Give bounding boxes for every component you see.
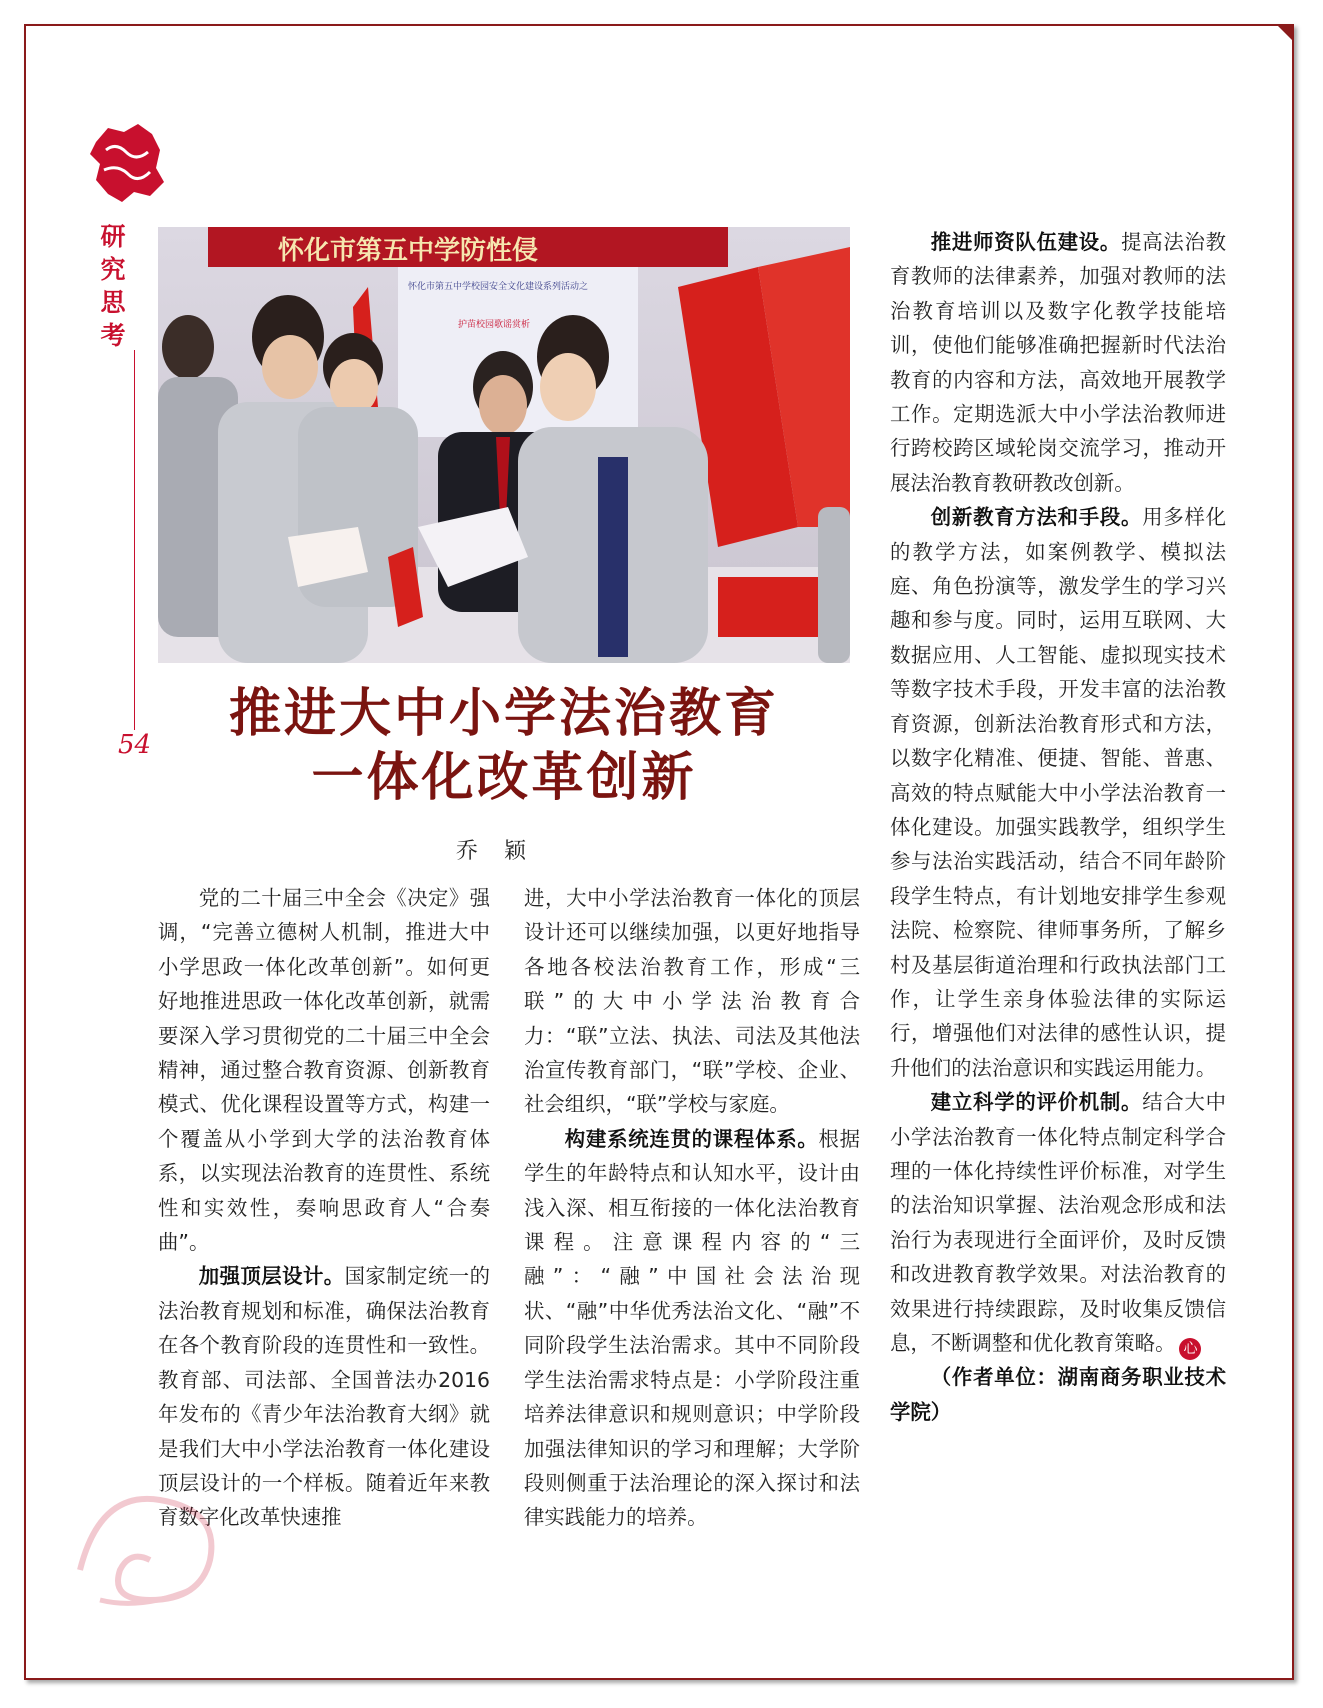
paragraph-heading: 创新教育方法和手段。 [930,505,1143,530]
paragraph-heading: 建立科学的评价机制。 [930,1090,1143,1115]
article-author: 乔颖 [455,839,552,864]
paragraph: 进，大中小学法治教育一体化的顶层设计还可以继续加强，以更好地指导各地各校法治教育工作，形成“三联”的大中小学法治教育合力：“联”立法、执法、司法及其他法治宣传教育部门，“联”学校、企业、社会组织，“联”学校与家庭。 [524,886,860,1117]
article-column-1 [158,881,490,1535]
paragraph: 创新教育方法和手段。用多样化的教学方法，如案例教学、模拟法庭、角色扮演等，激发学生的学习兴趣和参与度。同时，运用互联网、大数据应用、人工智能、虚拟现实技术等数字技术手段，开发丰富的法治教育资源，创新法治教育形式和方法，以数字化精准、便捷、智能、普惠、高效的特点赋能大中小学法治教育一体化建设。加强实践教学，组织学生参与法治实践活动，结合不同年龄阶段学生特点，有计划地安排学生参观法院、检察院、律师事务所，了解乡村及基层街道治理和行政执法部门工作，让学生亲身体验法律的实际运行，增强他们对法律的感性认识，提升他们的法治意识和实践运用能力。 [890,505,1227,1080]
title-line-2: 一体化改革创新 [311,747,697,808]
article-column-3 [890,225,1226,1429]
author-affiliation: （作者单位：湖南商务职业技术学院） [890,1365,1226,1424]
section-label: 研究思考 [100,222,126,350]
paragraph-heading: 构建系统连贯的课程体系。 [564,1126,819,1151]
photo-screen-subtitle: 护苗校园歌谣赏析 [458,320,531,330]
article-column-2 [524,881,860,1535]
magazine-logo [86,120,168,206]
paragraph: 建立科学的评价机制。结合大中小学法治教育一体化特点制定科学合理的一体化持续性评价标准，对学生的法治知识掌握、法治观念形成和法治行为表现进行全面评价，及时反馈和改进教育教学效果。对法治教育的效果进行持续跟踪，及时收集反馈信息，不断调整和优化教育策略。 心 [890,1085,1226,1360]
watermark-decoration [60,1450,240,1620]
paragraph-heading: 加强顶层设计。 [198,1264,345,1289]
corner-decoration [1276,24,1294,42]
paragraph: 推进师资队伍建设。提高法治教育教师的法律素养，加强对教师的法治教育培训以及数字化教学技能培训，使他们能够准确把握新时代法治教育的内容和方法，高效地开展教学工作。定期选派大中小学法治教师进行跨校跨区域轮岗交流学习，推动开展法治教育教研教改创新。 [890,230,1227,495]
paragraph: 构建系统连贯的课程体系。根据学生的年龄特点和认知水平，设计由浅入深、相互衔接的一体化法治教育课程。注意课程内容的“三融”：“融”中国社会法治现状、“融”中华优秀法治文化、“融”不同阶段学生法治需求。其中不同阶段学生法治需求特点是：小学阶段注重培养法律意识和规则意识；中学阶段加强法律知识的学习和理解；大学阶段则侧重于法治理论的深入探讨和法律实践能力的培养。 [524,1126,860,1530]
photo-screen-title: 怀化市第五中学校园安全文化建设系列活动之 [408,282,589,292]
title-line-1: 推进大中小学法治教育 [228,683,779,744]
end-mark-icon: 心 [1179,1338,1201,1360]
sidebar-divider [134,350,135,730]
article-title [158,682,850,810]
page-number: 54 [118,730,152,760]
paragraph: 加强顶层设计。国家制定统一的法治教育规划和标准，确保法治教育在各个教育阶段的连贯性和一致性。教育部、司法部、全国普法办2016年发布的《青少年法治教育大纲》就是我们大中小学法治教育一体化建设顶层设计的一个样板。随着近年来教育数字化改革快速推 [158,1264,491,1530]
paragraph-heading: 推进师资队伍建设。 [930,230,1122,254]
photo-illustration [158,227,850,663]
article-photo [158,227,850,663]
photo-banner-text: 怀化市第五中学防性侵 [278,236,539,266]
paragraph: 党的二十届三中全会《决定》强调，“完善立德树人机制，推进大中小学思政一体化改革创新”。如何更好地推进思政一体化改革创新，就需要深入学习贯彻党的二十届三中全会精神，通过整合教育资源、创新教育模式、优化课程设置等方式，构建一个覆盖从小学到大学的法治教育体系，以实现法治教育的连贯性、系统性和实效性，奏响思政育人“合奏曲”。 [158,886,490,1255]
